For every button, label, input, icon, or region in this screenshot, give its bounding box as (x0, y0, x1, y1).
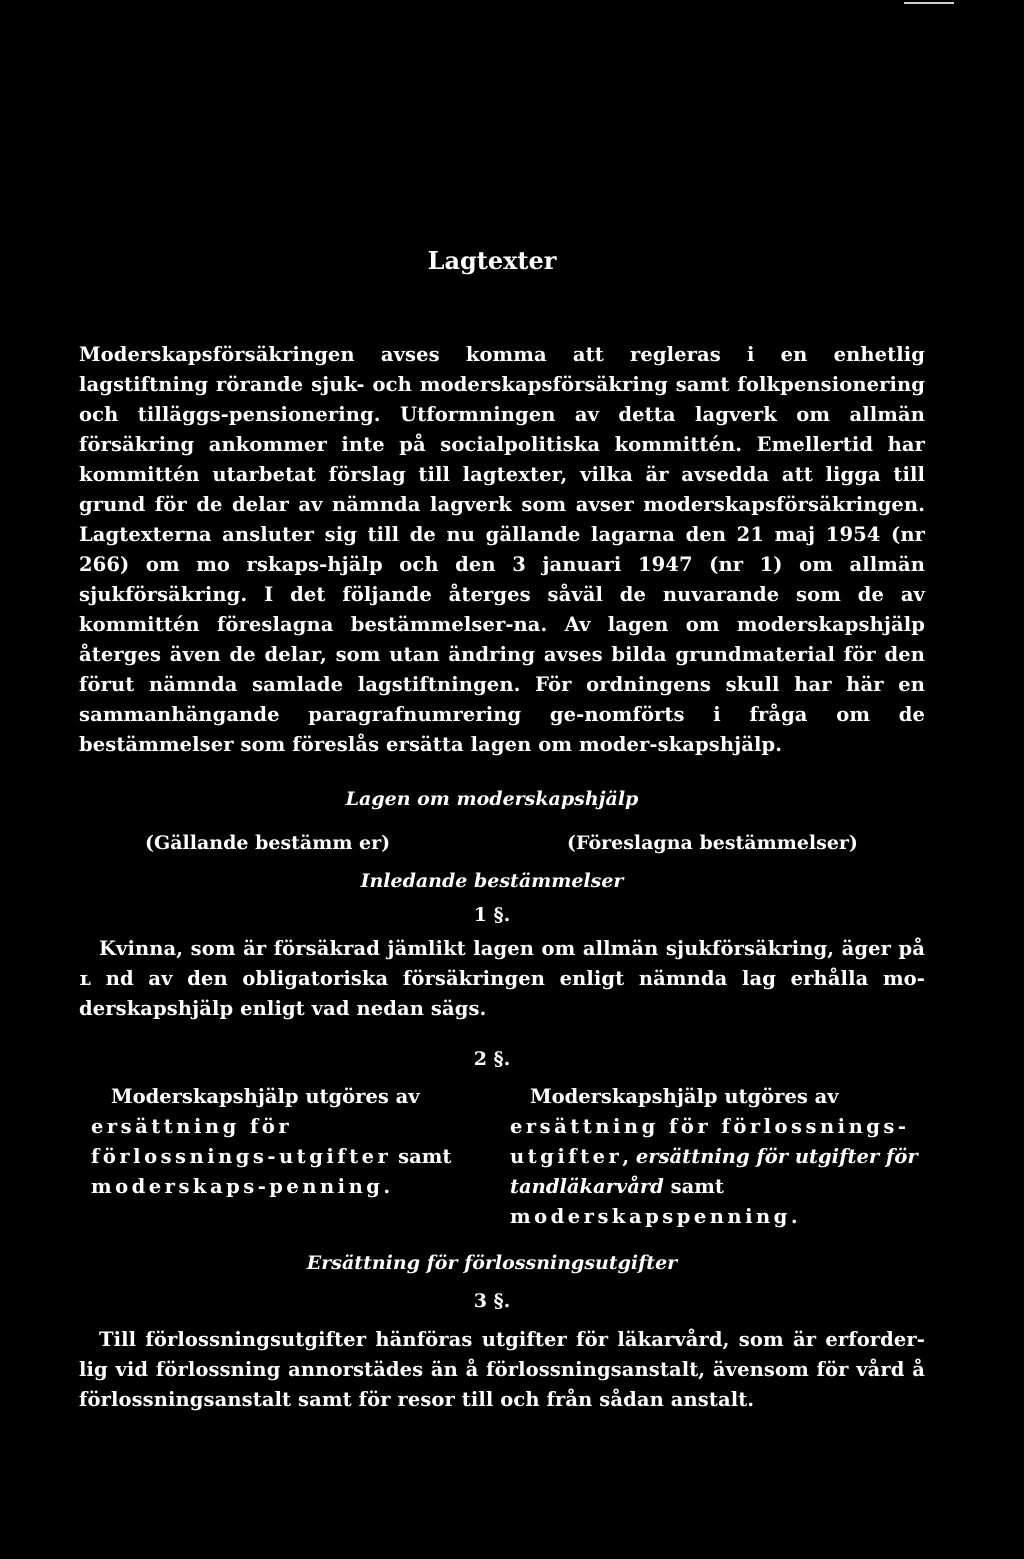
paragraph-2-current (91, 1082, 486, 1202)
p2-left-d: moderskaps-penning (91, 1175, 384, 1198)
p2-right-a: Moderskapshjälp utgöres av (530, 1085, 839, 1108)
current-rules-heading: (Gällande bestämm er) (145, 832, 391, 854)
section-heading-intro: Inledande bestämmelser (360, 870, 624, 892)
p2-right-b: ersättning för förlossnings-utgifter (510, 1115, 910, 1168)
paragraph-number-3: 3 §. (473, 1290, 511, 1312)
p2-left-c: samt (391, 1145, 452, 1168)
p2-right-d: ersättning för utgifter för tandläkarvård (510, 1145, 918, 1198)
paragraph-number-2: 2 §. (473, 1048, 511, 1070)
p2-right-e: samt (663, 1175, 724, 1198)
proposed-rules-heading: (Föreslagna bestämmelser) (567, 832, 858, 854)
paragraph-number-1: 1 §. (473, 904, 511, 926)
paragraph-2-proposed (510, 1082, 926, 1232)
p2-right-c: , (622, 1145, 636, 1168)
p2-right-f: moderskapspenning (510, 1205, 791, 1228)
section-heading-birth-costs: Ersättning för förlossningsutgifter (306, 1252, 678, 1274)
p2-right-g: . (790, 1205, 798, 1228)
scan-mark (904, 2, 954, 4)
paragraph-3-text: Till förlossningsutgifter hänföras utgifter för läkarvård, som är erforder-lig vid förlossning annorstädes än å förlossningsanstalt, ävensom för vård å förlossningsanstalt samt för resor till och från sådan anstalt. (79, 1328, 925, 1411)
page-heading: Lagtexter (427, 246, 557, 275)
p2-left-e: . (383, 1175, 391, 1198)
p2-left-a: Moderskapshjälp utgöres av (111, 1085, 420, 1108)
p2-left-b: ersättning för förlossnings-utgifter (91, 1115, 392, 1168)
intro-paragraph: Moderskapsförsäkringen avses komma att regleras i en enhetlig lagstiftning rörande sjuk- och moderskapsförsäkring samt folkpensionering och tilläggs-pensionering. Utformningen av detta lagverk om allmän försäkring ankommer inte på socialpolitiska kommittén. Emellertid har kommittén utarbetat förslag till lagtexter, vilka är avsedda att ligga till grund för de delar av nämnda lagverk som avser moderskapsförsäkringen. Lagtexterna ansluter sig till de nu gällande lagarna den 21 maj 1954 (nr 266) om mo rskaps-hjälp och den 3 januari 1947 (nr 1) om allmän sjukförsäkring. I det följande återges såväl de nuvarande som de av kommittén föreslagna bestämmelser-na. Av lagen om moderskapshjälp återges även de delar, som utan ändring avses bilda grundmaterial för den förut nämnda samlade lagstiftningen. För ordningens skull har här en sammanhängande paragrafnumrering ge-nomförts i fråga om de bestämmelser som föreslås ersätta lagen om moder-skapshjälp. (79, 343, 925, 756)
paragraph-1-text: Kvinna, som är försäkrad jämlikt lagen om allmän sjukförsäkring, äger på ʟ nd av den obligatoriska försäkringen enligt nämnda lag erhålla mo-derskapshjälp enligt vad nedan sägs. (79, 937, 925, 1020)
law-title: Lagen om moderskapshjälp (345, 788, 639, 810)
